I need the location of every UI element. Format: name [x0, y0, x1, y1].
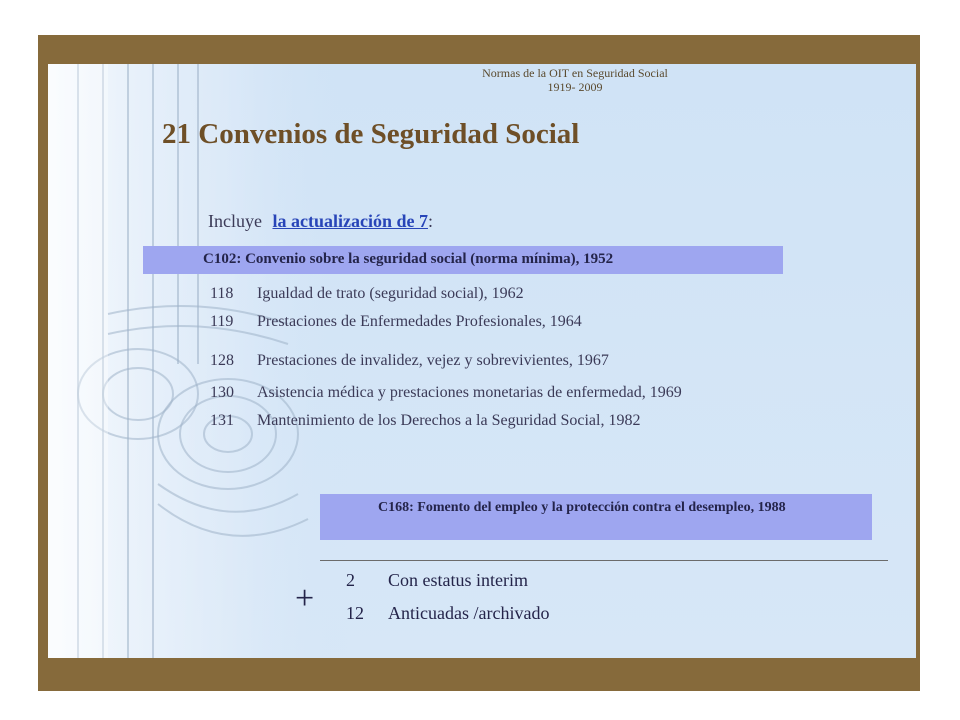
header-subtitle: Normas de la OIT en Seguridad Social: [482, 66, 668, 80]
header-years: 1919- 2009: [547, 80, 603, 94]
extra-label: Anticuadas /archivado: [388, 603, 550, 623]
convention-title: Prestaciones de invalidez, vejez y sobrevivientes, 1967: [257, 352, 609, 369]
convention-number: 119: [210, 313, 234, 330]
intro-line: [208, 211, 433, 232]
extra-count: 12: [346, 603, 364, 623]
divider-line: [320, 560, 888, 561]
convention-item: [210, 285, 524, 303]
c168-highlight: [320, 494, 872, 540]
convention-item: [210, 352, 609, 370]
intro-label: Incluye: [208, 211, 262, 231]
c102-label: C102: Convenio sobre la seguridad social (norma mínima), 1952: [203, 251, 614, 267]
intro-suffix: :: [427, 211, 433, 231]
convention-item: [210, 384, 682, 402]
convention-item: [210, 412, 640, 430]
extra-item: [346, 603, 549, 624]
extra-item: [346, 570, 528, 591]
convention-title: Mantenimiento de los Derechos a la Seguridad Social, 1982: [257, 412, 641, 429]
convention-number: 130: [210, 384, 234, 401]
convention-title: Asistencia médica y prestaciones monetarias de enfermedad, 1969: [257, 384, 682, 401]
extra-label: Con estatus interim: [388, 570, 528, 590]
convention-title: Prestaciones de Enfermedades Profesionales, 1964: [257, 313, 582, 330]
convention-number: 118: [210, 285, 234, 302]
extra-count: 2: [346, 570, 355, 590]
convention-number: 131: [210, 412, 234, 429]
page-title: 21 Convenios de Seguridad Social: [162, 118, 580, 150]
c168-label: C168: Fomento del empleo y la protección contra el desempleo, 1988: [378, 500, 786, 515]
plus-symbol: +: [295, 580, 315, 617]
c102-highlight: [143, 246, 783, 274]
convention-number: 128: [210, 352, 234, 369]
convention-title: Igualdad de trato (seguridad social), 1962: [257, 285, 524, 302]
update-link[interactable]: la actualización de 7: [272, 211, 428, 231]
convention-item: [210, 313, 582, 331]
